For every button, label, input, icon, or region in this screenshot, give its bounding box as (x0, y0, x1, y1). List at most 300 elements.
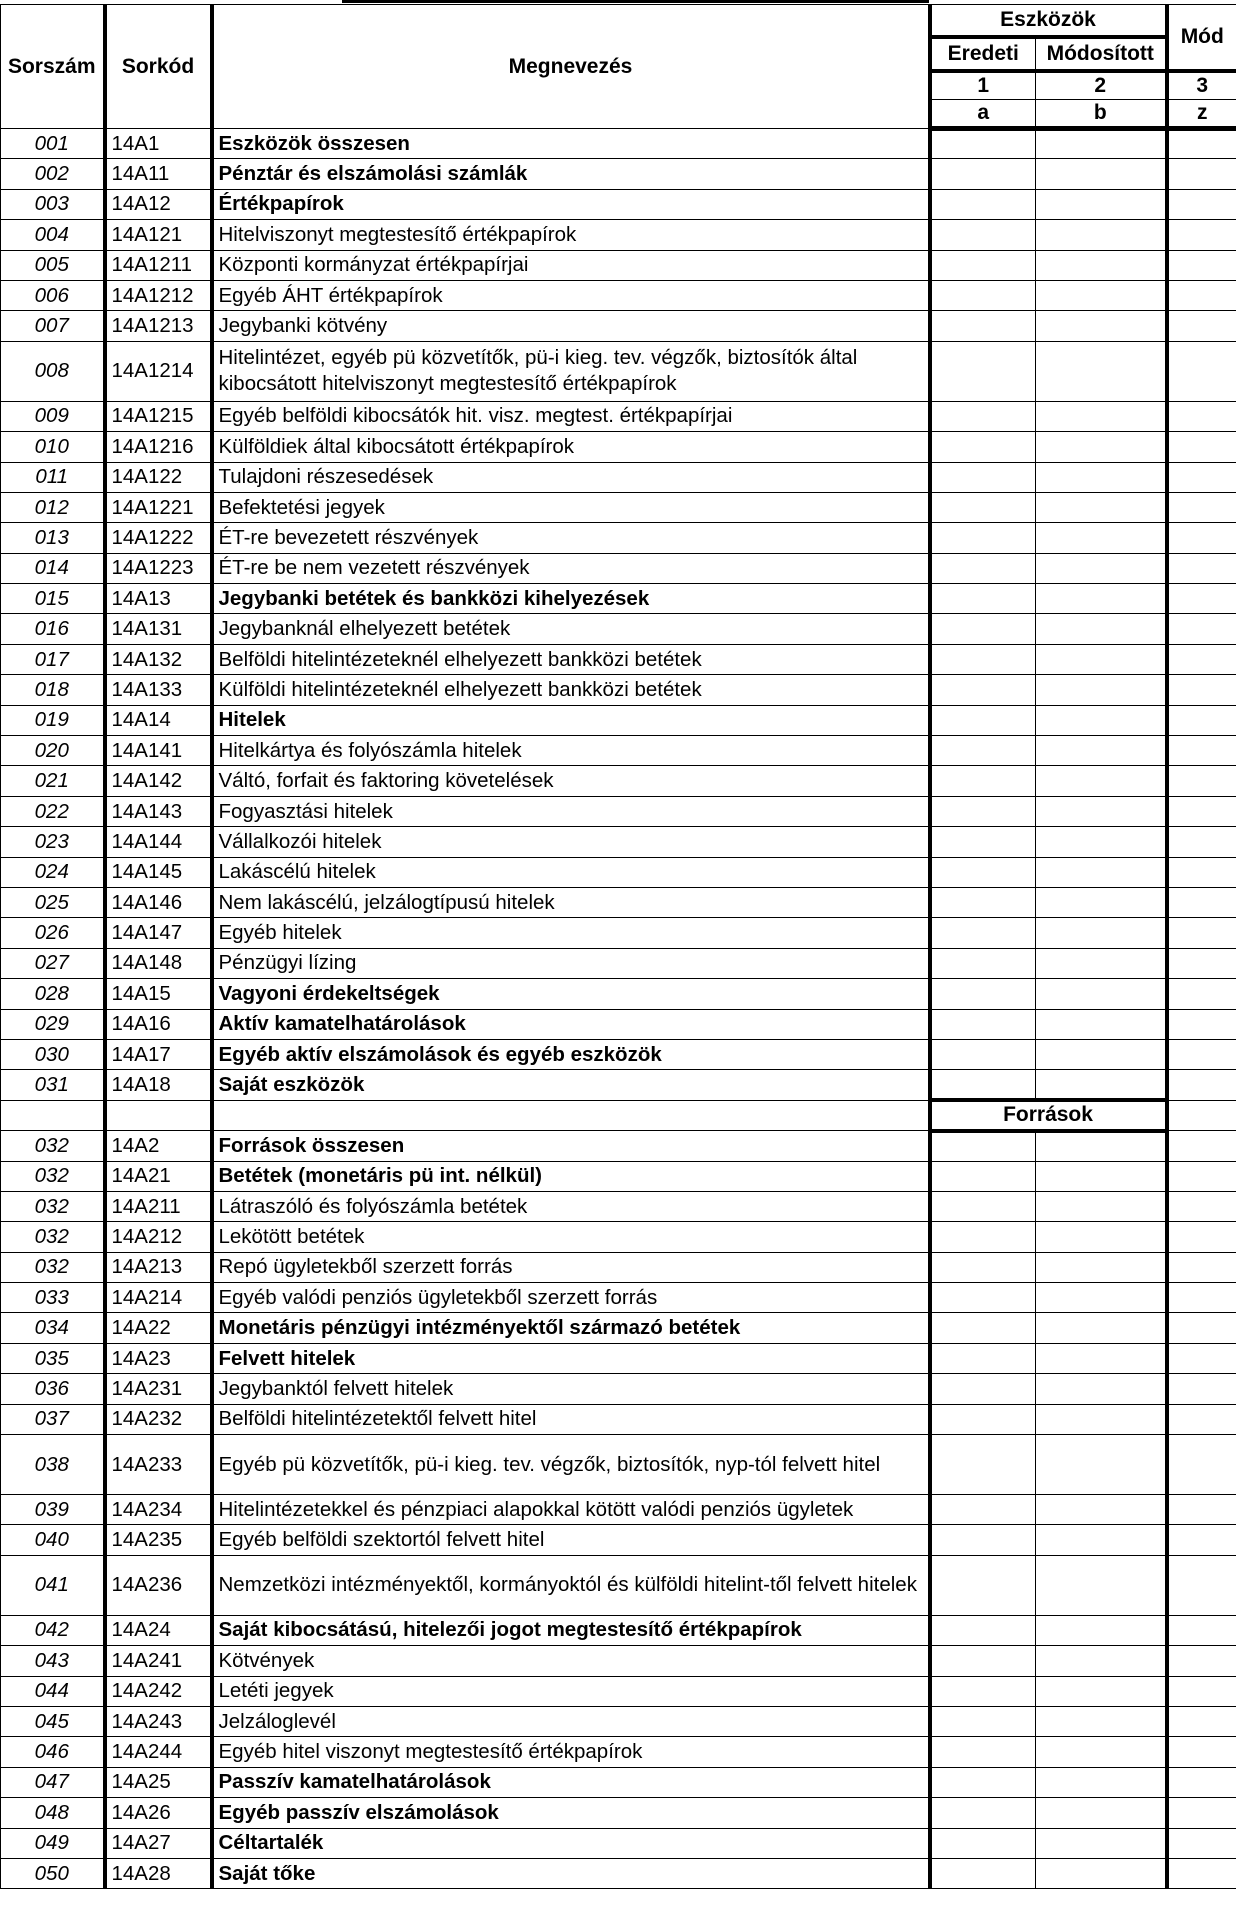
row-code: 14A236 (105, 1555, 212, 1615)
top-border-line (342, 0, 929, 3)
input-eredeti[interactable] (930, 675, 1036, 705)
input-mod[interactable] (1167, 1070, 1236, 1100)
table-row (1, 523, 1236, 553)
row-name: Tulajdoni részesedések (212, 462, 930, 492)
input-mod[interactable] (1167, 1131, 1236, 1161)
input-mod[interactable] (1167, 796, 1236, 826)
input-mod[interactable] (1167, 523, 1236, 553)
table-row (1, 705, 1236, 735)
input-modositott[interactable] (1036, 766, 1167, 796)
row-number: 050 (1, 1858, 105, 1888)
row-name: Jelzáloglevél (212, 1706, 930, 1736)
input-modositott[interactable] (1036, 1646, 1167, 1676)
input-modositott[interactable] (1036, 1828, 1167, 1858)
table-row (1, 432, 1236, 462)
input-mod[interactable] (1167, 220, 1236, 250)
input-eredeti[interactable] (930, 189, 1036, 219)
input-eredeti[interactable] (930, 1161, 1036, 1191)
input-eredeti[interactable] (930, 1009, 1036, 1039)
row-name: Jegybanki betétek és bankközi kihelyezések (212, 584, 930, 614)
input-modositott[interactable] (1036, 341, 1167, 401)
row-number: 015 (1, 584, 105, 614)
input-eredeti[interactable] (930, 705, 1036, 735)
input-eredeti[interactable] (930, 1313, 1036, 1343)
input-modositott[interactable] (1036, 553, 1167, 583)
input-eredeti[interactable] (930, 1039, 1036, 1069)
input-modositott[interactable] (1036, 523, 1167, 553)
input-modositott[interactable] (1036, 220, 1167, 250)
row-name: Hitelkártya és folyószámla hitelek (212, 736, 930, 766)
row-number: 009 (1, 401, 105, 431)
table-row (1, 857, 1236, 887)
input-mod[interactable] (1167, 1283, 1236, 1313)
input-eredeti[interactable] (930, 1495, 1036, 1525)
input-modositott[interactable] (1036, 1706, 1167, 1736)
row-name: Lakáscélú hitelek (212, 857, 930, 887)
table-row (1, 280, 1236, 310)
table-row (1, 1828, 1236, 1858)
row-code: 14A13 (105, 584, 212, 614)
input-eredeti[interactable] (930, 1343, 1036, 1373)
input-eredeti[interactable] (930, 1222, 1036, 1252)
input-modositott[interactable] (1036, 614, 1167, 644)
input-modositott[interactable] (1036, 1009, 1167, 1039)
row-number: 016 (1, 614, 105, 644)
input-eredeti[interactable] (930, 220, 1036, 250)
input-modositott[interactable] (1036, 1615, 1167, 1645)
input-mod[interactable] (1167, 1161, 1236, 1191)
input-eredeti[interactable] (930, 1676, 1036, 1706)
input-mod[interactable] (1167, 827, 1236, 857)
input-modositott[interactable] (1036, 1313, 1167, 1343)
row-name: ÉT-re be nem vezetett részvények (212, 553, 930, 583)
row-code: 14A1214 (105, 341, 212, 401)
row-number: 011 (1, 462, 105, 492)
input-mod[interactable] (1167, 1646, 1236, 1676)
input-mod[interactable] (1167, 1525, 1236, 1555)
row-code: 14A11 (105, 159, 212, 189)
row-number: 007 (1, 311, 105, 341)
input-mod[interactable] (1167, 1404, 1236, 1434)
row-code: 14A25 (105, 1767, 212, 1797)
table-row (1, 766, 1236, 796)
input-eredeti[interactable] (930, 584, 1036, 614)
row-number: 018 (1, 675, 105, 705)
row-name: Jegybanktól felvett hitelek (212, 1374, 930, 1404)
input-modositott[interactable] (1036, 1070, 1167, 1100)
table-row (1, 1858, 1236, 1888)
input-eredeti[interactable] (930, 1706, 1036, 1736)
input-modositott[interactable] (1036, 1858, 1167, 1888)
input-mod[interactable] (1167, 1222, 1236, 1252)
input-mod[interactable] (1167, 1374, 1236, 1404)
input-mod[interactable] (1167, 553, 1236, 583)
table-row (1, 1009, 1236, 1039)
input-modositott[interactable] (1036, 280, 1167, 310)
input-mod[interactable] (1167, 311, 1236, 341)
input-eredeti[interactable] (930, 857, 1036, 887)
input-modositott[interactable] (1036, 1737, 1167, 1767)
input-eredeti[interactable] (930, 1252, 1036, 1282)
input-eredeti[interactable] (930, 1767, 1036, 1797)
table-row (1, 462, 1236, 492)
input-eredeti[interactable] (930, 1858, 1036, 1888)
input-eredeti[interactable] (930, 887, 1036, 917)
row-name: Hitelek (212, 705, 930, 735)
input-mod[interactable] (1167, 948, 1236, 978)
row-code: 14A28 (105, 1858, 212, 1888)
input-mod[interactable] (1167, 1706, 1236, 1736)
input-eredeti[interactable] (930, 129, 1036, 159)
input-modositott[interactable] (1036, 1252, 1167, 1282)
input-eredeti[interactable] (930, 159, 1036, 189)
input-mod[interactable] (1167, 584, 1236, 614)
input-modositott[interactable] (1036, 857, 1167, 887)
input-modositott[interactable] (1036, 462, 1167, 492)
input-mod[interactable] (1167, 887, 1236, 917)
input-modositott[interactable] (1036, 1676, 1167, 1706)
row-name: Vagyoni érdekeltségek (212, 979, 930, 1009)
input-eredeti[interactable] (930, 796, 1036, 826)
row-name: ÉT-re bevezetett részvények (212, 523, 930, 553)
row-name: Saját eszközök (212, 1070, 930, 1100)
input-mod[interactable] (1167, 401, 1236, 431)
table-row (1, 948, 1236, 978)
input-mod[interactable] (1167, 614, 1236, 644)
input-mod[interactable] (1167, 1858, 1236, 1888)
row-code: 14A148 (105, 948, 212, 978)
row-code: 14A235 (105, 1525, 212, 1555)
table-row (1, 1525, 1236, 1555)
input-modositott[interactable] (1036, 401, 1167, 431)
input-eredeti[interactable] (930, 1798, 1036, 1828)
row-code: 14A213 (105, 1252, 212, 1282)
table-row (1, 796, 1236, 826)
input-modositott[interactable] (1036, 250, 1167, 280)
input-mod[interactable] (1167, 644, 1236, 674)
row-code: 14A142 (105, 766, 212, 796)
forrasok-heading: Források (930, 1100, 1167, 1130)
row-name: Külföldi hitelintézeteknél elhelyezett bankközi betétek (212, 675, 930, 705)
table-row (1, 1070, 1236, 1100)
input-eredeti[interactable] (930, 1555, 1036, 1615)
table-row (1, 584, 1236, 614)
row-number: 017 (1, 644, 105, 674)
input-modositott[interactable] (1036, 979, 1167, 1009)
input-eredeti[interactable] (930, 1404, 1036, 1434)
input-modositott[interactable] (1036, 1525, 1167, 1555)
input-mod[interactable] (1167, 1039, 1236, 1069)
table-row (1, 1039, 1236, 1069)
row-number: 034 (1, 1313, 105, 1343)
row-code: 14A1211 (105, 250, 212, 280)
row-number: 045 (1, 1706, 105, 1736)
row-number: 013 (1, 523, 105, 553)
input-mod[interactable] (1167, 492, 1236, 522)
row-name: Látraszóló és folyószámla betétek (212, 1191, 930, 1221)
input-modositott[interactable] (1036, 584, 1167, 614)
table-row (1, 1495, 1236, 1525)
table-row (1, 979, 1236, 1009)
row-number: 001 (1, 129, 105, 159)
row-name: Kötvények (212, 1646, 930, 1676)
input-eredeti[interactable] (930, 827, 1036, 857)
input-eredeti[interactable] (930, 1191, 1036, 1221)
input-modositott[interactable] (1036, 796, 1167, 826)
row-number: 022 (1, 796, 105, 826)
row-name: Saját kibocsátású, hitelezői jogot megtestesítő értékpapírok (212, 1615, 930, 1645)
table-row (1, 492, 1236, 522)
table-row (1, 1435, 1236, 1495)
input-mod[interactable] (1167, 1798, 1236, 1828)
input-modositott[interactable] (1036, 1222, 1167, 1252)
row-code: 14A214 (105, 1283, 212, 1313)
row-code: 14A232 (105, 1404, 212, 1434)
input-modositott[interactable] (1036, 887, 1167, 917)
input-modositott[interactable] (1036, 1435, 1167, 1495)
input-eredeti[interactable] (930, 492, 1036, 522)
input-mod[interactable] (1167, 341, 1236, 401)
input-modositott[interactable] (1036, 827, 1167, 857)
input-eredeti[interactable] (930, 341, 1036, 401)
input-mod[interactable] (1167, 1767, 1236, 1797)
row-code: 14A15 (105, 979, 212, 1009)
blank-cell (1, 1100, 105, 1130)
input-mod[interactable] (1167, 1343, 1236, 1373)
row-code: 14A234 (105, 1495, 212, 1525)
row-name: Külföldiek által kibocsátott értékpapírok (212, 432, 930, 462)
row-code: 14A24 (105, 1615, 212, 1645)
row-name: Saját tőke (212, 1858, 930, 1888)
table-row (1, 159, 1236, 189)
header-sorkod: Sorkód (105, 5, 212, 129)
table-row (1, 401, 1236, 431)
row-name: Letéti jegyek (212, 1676, 930, 1706)
input-eredeti[interactable] (930, 1737, 1036, 1767)
row-code: 14A22 (105, 1313, 212, 1343)
table-row (1, 1222, 1236, 1252)
blank-cell (212, 1100, 930, 1130)
row-number: 032 (1, 1131, 105, 1161)
row-name: Egyéb passzív elszámolások (212, 1798, 930, 1828)
input-modositott[interactable] (1036, 736, 1167, 766)
row-number: 010 (1, 432, 105, 462)
row-code: 14A1212 (105, 280, 212, 310)
input-modositott[interactable] (1036, 311, 1167, 341)
header-sorszam: Sorszám (1, 5, 105, 129)
blank-cell (1167, 1100, 1236, 1130)
input-modositott[interactable] (1036, 705, 1167, 735)
input-eredeti[interactable] (930, 644, 1036, 674)
row-number: 032 (1, 1191, 105, 1221)
input-mod[interactable] (1167, 159, 1236, 189)
table-row (1, 1283, 1236, 1313)
row-name: Egyéb belföldi szektortól felvett hitel (212, 1525, 930, 1555)
input-modositott[interactable] (1036, 948, 1167, 978)
table-row (1, 1252, 1236, 1282)
row-code: 14A131 (105, 614, 212, 644)
row-code: 14A147 (105, 918, 212, 948)
input-mod[interactable] (1167, 462, 1236, 492)
input-mod[interactable] (1167, 1435, 1236, 1495)
input-modositott[interactable] (1036, 1374, 1167, 1404)
input-modositott[interactable] (1036, 1161, 1167, 1191)
balance-sheet-table (0, 4, 1236, 1889)
input-modositott[interactable] (1036, 1404, 1167, 1434)
table-row (1, 1313, 1236, 1343)
input-modositott[interactable] (1036, 1555, 1167, 1615)
row-name: Hitelviszonyt megtestesítő értékpapírok (212, 220, 930, 250)
input-modositott[interactable] (1036, 918, 1167, 948)
input-eredeti[interactable] (930, 1131, 1036, 1161)
table-row (1, 250, 1236, 280)
row-number: 037 (1, 1404, 105, 1434)
input-mod[interactable] (1167, 1495, 1236, 1525)
input-mod[interactable] (1167, 918, 1236, 948)
header-col-num-2: 2 (1036, 71, 1167, 100)
input-modositott[interactable] (1036, 1039, 1167, 1069)
input-mod[interactable] (1167, 857, 1236, 887)
row-code: 14A12 (105, 189, 212, 219)
table-row (1, 1555, 1236, 1615)
input-mod[interactable] (1167, 736, 1236, 766)
input-mod[interactable] (1167, 129, 1236, 159)
input-eredeti[interactable] (930, 462, 1036, 492)
row-name: Lekötött betétek (212, 1222, 930, 1252)
input-eredeti[interactable] (930, 736, 1036, 766)
table-body (1, 129, 1236, 1889)
input-eredeti[interactable] (930, 1828, 1036, 1858)
row-name: Jegybanknál elhelyezett betétek (212, 614, 930, 644)
input-eredeti[interactable] (930, 1646, 1036, 1676)
input-eredeti[interactable] (930, 1525, 1036, 1555)
table-row (1, 129, 1236, 159)
input-mod[interactable] (1167, 1313, 1236, 1343)
input-modositott[interactable] (1036, 1495, 1167, 1525)
table-row (1, 1615, 1236, 1645)
row-code: 14A27 (105, 1828, 212, 1858)
input-mod[interactable] (1167, 432, 1236, 462)
forrasok-separator-row (1, 1100, 1236, 1130)
input-modositott[interactable] (1036, 644, 1167, 674)
row-code: 14A14 (105, 705, 212, 735)
row-number: 041 (1, 1555, 105, 1615)
row-code: 14A233 (105, 1435, 212, 1495)
table-row (1, 614, 1236, 644)
row-number: 025 (1, 887, 105, 917)
input-eredeti[interactable] (930, 1374, 1036, 1404)
header-modositott: Módosított (1036, 37, 1167, 71)
input-mod[interactable] (1167, 1737, 1236, 1767)
row-number: 004 (1, 220, 105, 250)
input-mod[interactable] (1167, 280, 1236, 310)
row-code: 14A145 (105, 857, 212, 887)
input-mod[interactable] (1167, 1252, 1236, 1282)
input-mod[interactable] (1167, 675, 1236, 705)
row-code: 14A1222 (105, 523, 212, 553)
input-mod[interactable] (1167, 1191, 1236, 1221)
row-name: Egyéb hitelek (212, 918, 930, 948)
input-mod[interactable] (1167, 1555, 1236, 1615)
row-name: Aktív kamatelhatárolások (212, 1009, 930, 1039)
input-eredeti[interactable] (930, 250, 1036, 280)
header-col-num-1: 1 (930, 71, 1036, 100)
input-modositott[interactable] (1036, 129, 1167, 159)
input-mod[interactable] (1167, 1009, 1236, 1039)
input-modositott[interactable] (1036, 1767, 1167, 1797)
table-row (1, 189, 1236, 219)
input-eredeti[interactable] (930, 401, 1036, 431)
row-code: 14A2 (105, 1131, 212, 1161)
input-modositott[interactable] (1036, 1191, 1167, 1221)
input-modositott[interactable] (1036, 492, 1167, 522)
table-row (1, 553, 1236, 583)
row-code: 14A133 (105, 675, 212, 705)
input-modositott[interactable] (1036, 1131, 1167, 1161)
row-code: 14A143 (105, 796, 212, 826)
table-row (1, 1374, 1236, 1404)
input-eredeti[interactable] (930, 979, 1036, 1009)
input-modositott[interactable] (1036, 159, 1167, 189)
row-name: Hitelintézetekkel és pénzpiaci alapokkal kötött valódi penziós ügyletek (212, 1495, 930, 1525)
input-mod[interactable] (1167, 250, 1236, 280)
row-number: 021 (1, 766, 105, 796)
row-name: Belföldi hitelintézeteknél elhelyezett bankközi betétek (212, 644, 930, 674)
input-modositott[interactable] (1036, 432, 1167, 462)
input-eredeti[interactable] (930, 614, 1036, 644)
input-modositott[interactable] (1036, 1798, 1167, 1828)
row-number: 028 (1, 979, 105, 1009)
row-name: Egyéb hitel viszonyt megtestesítő értékpapírok (212, 1737, 930, 1767)
input-eredeti[interactable] (930, 432, 1036, 462)
row-name: Egyéb valódi penziós ügyletekből szerzett forrás (212, 1283, 930, 1313)
input-eredeti[interactable] (930, 918, 1036, 948)
input-modositott[interactable] (1036, 1283, 1167, 1313)
row-name: Nemzetközi intézményektől, kormányoktól és külföldi hitelint-től felvett hitelek (212, 1555, 930, 1615)
row-code: 14A122 (105, 462, 212, 492)
table-row (1, 1404, 1236, 1434)
row-code: 14A146 (105, 887, 212, 917)
input-eredeti[interactable] (930, 766, 1036, 796)
table-row (1, 341, 1236, 401)
input-eredeti[interactable] (930, 1070, 1036, 1100)
input-eredeti[interactable] (930, 1615, 1036, 1645)
input-modositott[interactable] (1036, 675, 1167, 705)
input-modositott[interactable] (1036, 1343, 1167, 1373)
row-code: 14A18 (105, 1070, 212, 1100)
input-eredeti[interactable] (930, 1435, 1036, 1495)
row-number: 029 (1, 1009, 105, 1039)
input-eredeti[interactable] (930, 948, 1036, 978)
input-mod[interactable] (1167, 189, 1236, 219)
input-eredeti[interactable] (930, 1283, 1036, 1313)
input-mod[interactable] (1167, 1828, 1236, 1858)
input-mod[interactable] (1167, 705, 1236, 735)
input-mod[interactable] (1167, 766, 1236, 796)
input-mod[interactable] (1167, 1676, 1236, 1706)
input-mod[interactable] (1167, 1615, 1236, 1645)
input-eredeti[interactable] (930, 311, 1036, 341)
table-row (1, 1737, 1236, 1767)
input-eredeti[interactable] (930, 523, 1036, 553)
input-eredeti[interactable] (930, 280, 1036, 310)
row-number: 035 (1, 1343, 105, 1373)
input-modositott[interactable] (1036, 189, 1167, 219)
row-number: 032 (1, 1222, 105, 1252)
input-mod[interactable] (1167, 979, 1236, 1009)
input-eredeti[interactable] (930, 553, 1036, 583)
table-row (1, 918, 1236, 948)
